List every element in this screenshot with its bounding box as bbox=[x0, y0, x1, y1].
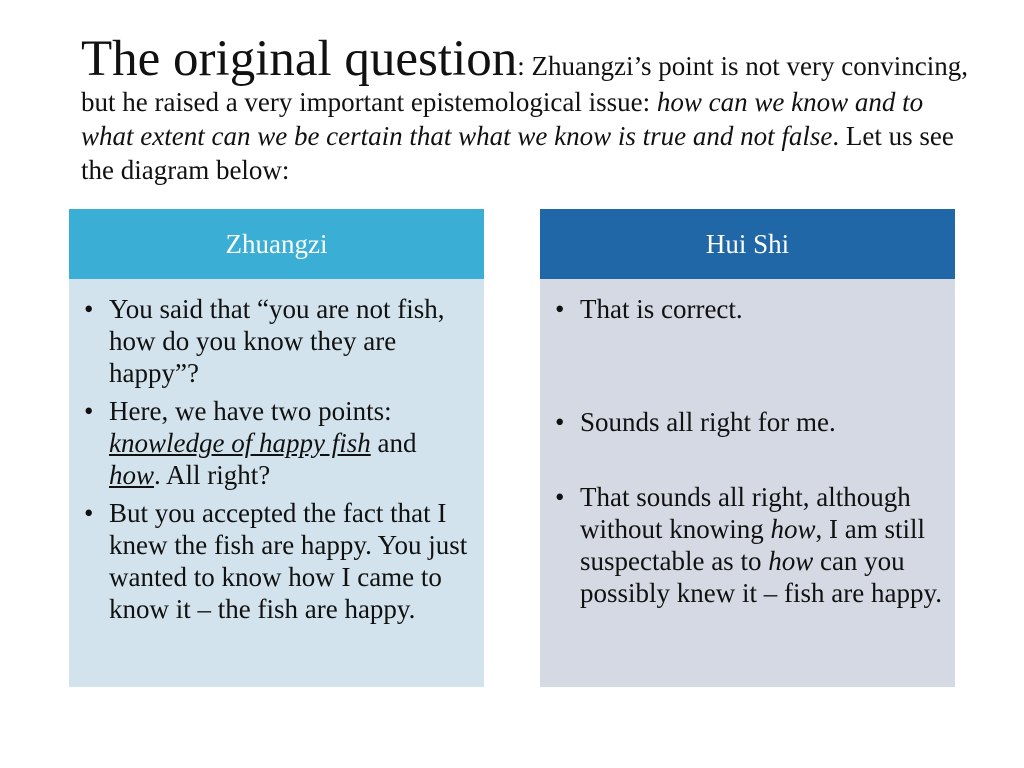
list-item bbox=[69, 497, 474, 625]
bullet-text-part: Here, we have two points: bbox=[109, 396, 392, 426]
slide-title: The original question bbox=[81, 31, 518, 87]
bullet-text-part: and bbox=[370, 428, 417, 458]
hui-shi-bullet-list bbox=[540, 279, 955, 609]
slide-heading bbox=[81, 31, 981, 187]
bullet-text: You said that “you are not fish, how do you know they are happy”? bbox=[109, 294, 445, 388]
hui-shi-header: Hui Shi bbox=[540, 209, 955, 279]
list-item bbox=[69, 395, 474, 491]
emphasis-knowledge-of-happy-fish: knowledge of happy fish bbox=[109, 428, 371, 458]
list-item bbox=[540, 481, 945, 609]
bullet-marker: • bbox=[555, 482, 565, 512]
bullet-text-part: . All right? bbox=[154, 460, 271, 490]
bullet-text: That is correct. bbox=[580, 294, 743, 324]
list-item bbox=[540, 406, 945, 438]
bullet-marker: • bbox=[84, 396, 94, 426]
bullet-marker: • bbox=[84, 498, 94, 528]
emphasis-how: how bbox=[768, 546, 814, 576]
zhuangzi-panel bbox=[69, 209, 484, 687]
heading-question: how can we know and to what extent can we be certain that what we know is true and not false bbox=[81, 87, 924, 151]
bullet-text-part: , I am still suspectable as to bbox=[580, 514, 926, 576]
bullet-text-part: That sounds all right, although without knowing bbox=[580, 482, 911, 544]
list-item bbox=[69, 293, 474, 389]
bullet-text: Sounds all right for me. bbox=[580, 407, 836, 437]
bullet-marker: • bbox=[84, 294, 94, 324]
emphasis-how: how bbox=[770, 514, 816, 544]
bullet-text: But you accepted the fact that I knew the fish are happy. You just wanted to know how I came to know it – the fish are happy. bbox=[109, 498, 468, 624]
title-colon: : bbox=[517, 51, 525, 81]
zhuangzi-bullet-list bbox=[69, 279, 484, 625]
hui-shi-panel bbox=[540, 209, 955, 687]
heading-ending: . Let us see the diagram below: bbox=[81, 121, 954, 185]
bullet-marker: • bbox=[555, 294, 565, 324]
heading-intro: Zhuangzi’s point is not very convincing, but he raised a very important epistemological issue: bbox=[81, 51, 968, 117]
bullet-marker: • bbox=[555, 407, 565, 437]
list-item bbox=[540, 293, 945, 325]
zhuangzi-header: Zhuangzi bbox=[69, 209, 484, 279]
emphasis-how: how bbox=[109, 460, 155, 490]
bullet-text-part: can you possibly knew it – fish are happy. bbox=[580, 546, 942, 608]
